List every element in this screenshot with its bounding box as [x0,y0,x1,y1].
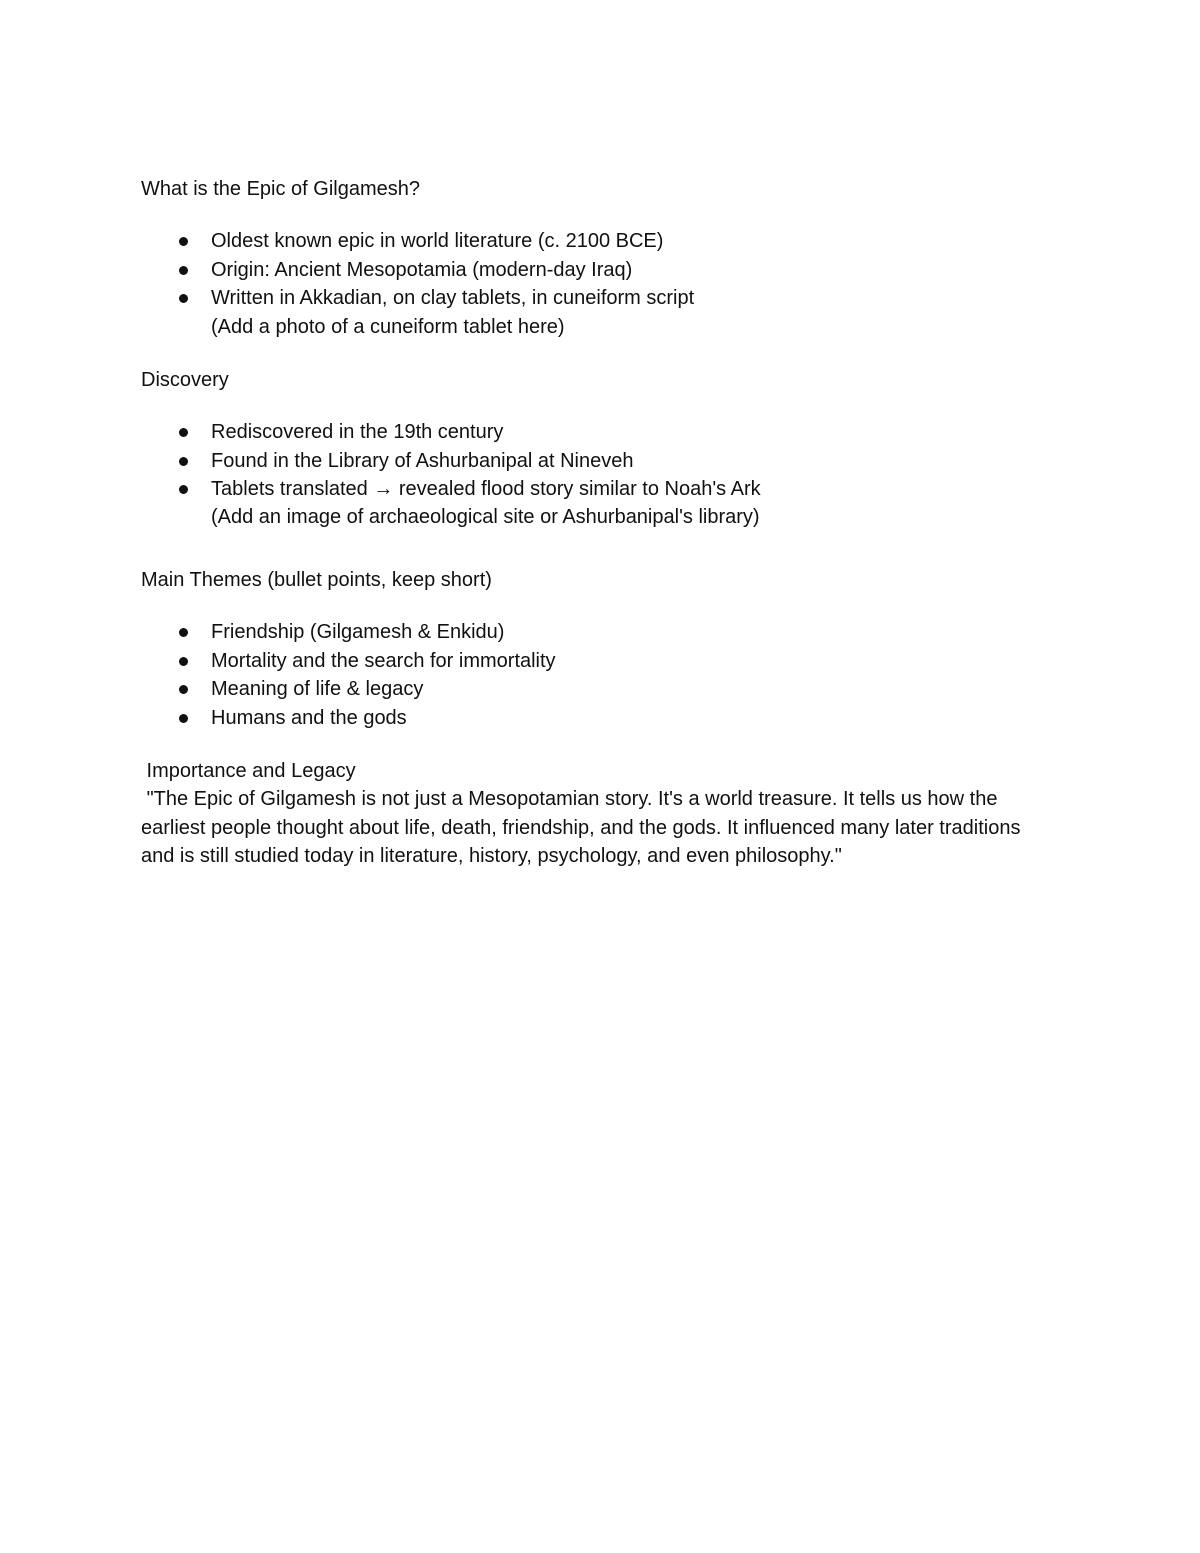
list-item-text: Rediscovered in the 19th century [211,421,504,443]
bullet-icon [179,457,188,466]
list-item-text: Tablets translated → revealed flood story similar to Noah's Ark [211,478,761,501]
list-item-text: Found in the Library of Ashurbanipal at Nineveh [211,449,634,472]
list-item-text: Mortality and the search for immortality [211,649,556,672]
list-item [141,618,556,647]
list-item [141,256,694,285]
list-item [141,675,556,704]
list-item [141,227,694,256]
bullet-icon [179,266,188,275]
list-item [141,704,556,733]
list-item-text: Friendship (Gilgamesh & Enkidu) [211,621,505,643]
bullet-icon [179,685,188,694]
discovery-list [141,418,761,504]
list-item-text: Humans and the gods [211,707,407,730]
themes-list [141,618,556,733]
image-placeholder-note: (Add an image of archaeological site or Ashurbanipal's library) [211,506,760,528]
list-item [141,447,761,476]
list-item [141,284,694,313]
section-title-what-is: What is the Epic of Gilgamesh? [141,178,421,200]
bullet-icon [179,628,188,637]
bullet-icon [179,428,188,437]
section-title-themes: Main Themes (bullet points, keep short) [141,569,492,591]
section-title-importance: Importance and Legacy [141,760,356,782]
list-item-text: Written in Akkadian, on clay tablets, in cuneiform script [211,287,695,310]
bullet-icon [179,714,188,723]
bullet-icon [179,657,188,666]
list-item [141,418,761,447]
bullet-icon [179,294,188,303]
bullet-icon [179,485,188,494]
what-is-list [141,227,694,313]
list-item [141,475,761,504]
importance-quote: "The Epic of Gilgamesh is not just a Mesopotamian story. It's a world treasure. It tells us how the earliest people thought about life, death, friendship, and the gods. It influenced many later traditions and is still studied today in literature, history, psychology, and even philosophy." [141,788,1027,867]
list-item-text: Oldest known epic in world literature (c. 2100 BCE) [211,230,664,252]
section-title-discovery: Discovery [141,369,229,391]
bullet-icon [179,237,188,246]
list-item-text: Meaning of life & legacy [211,678,424,701]
photo-placeholder-note: (Add a photo of a cuneiform tablet here) [211,316,565,338]
list-item [141,647,556,676]
list-item-text: Origin: Ancient Mesopotamia (modern-day Iraq) [211,258,633,281]
